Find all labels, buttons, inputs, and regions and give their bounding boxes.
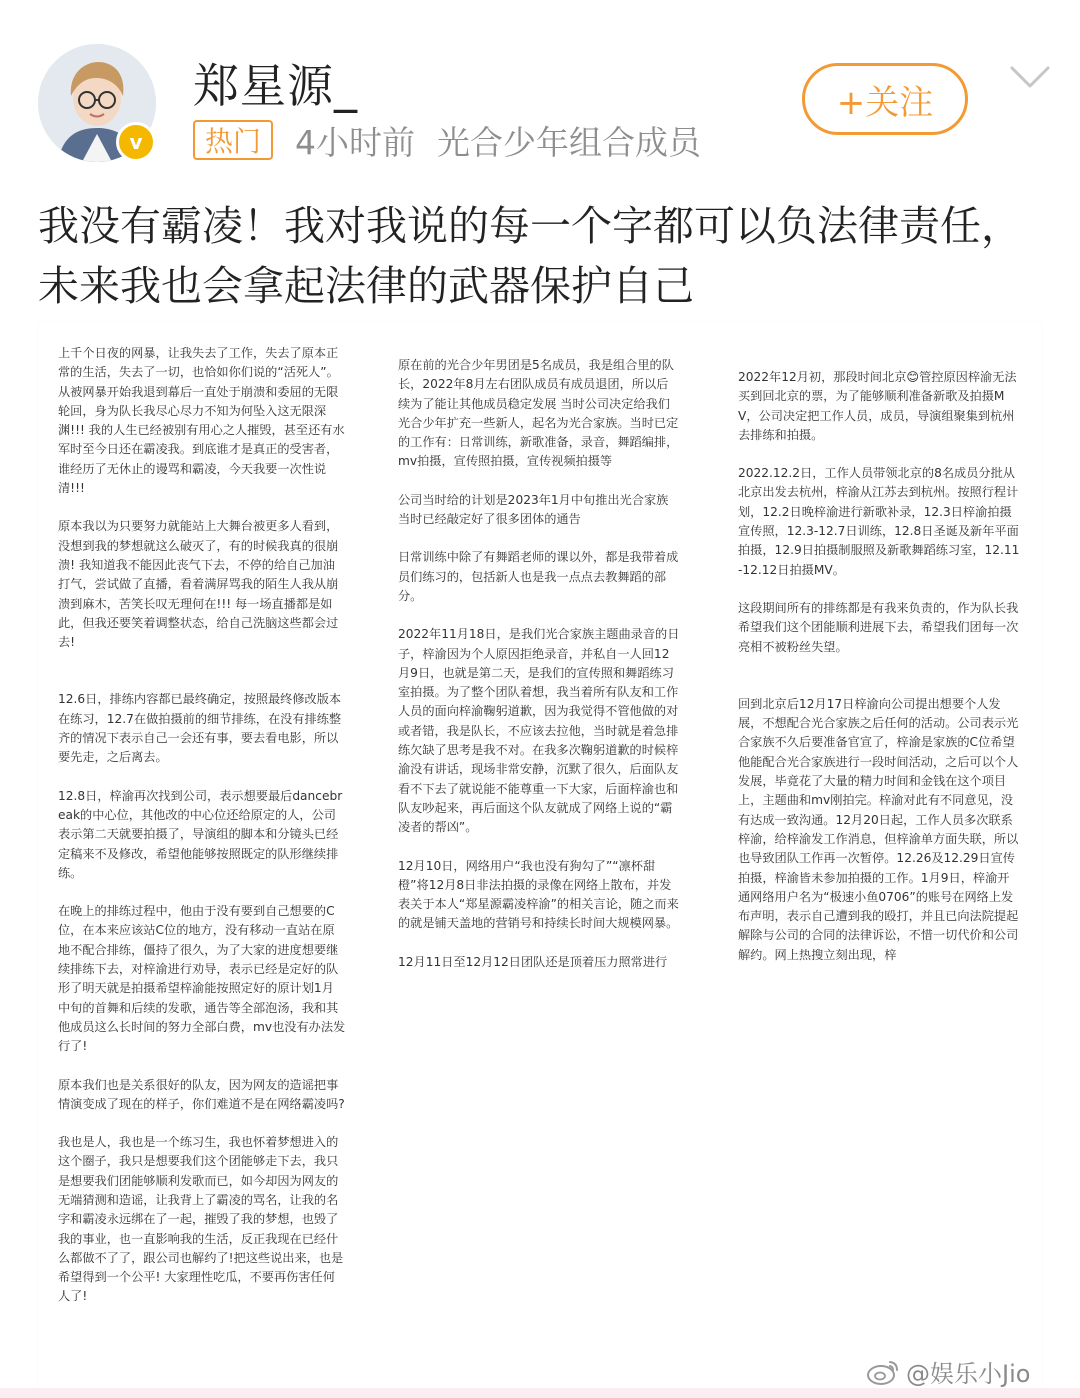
statement-paragraph: 原在前的光合少年男团是5名成员，我是组合里的队长，2022年8月左右团队成员有成员退团，所以后续为了能让其他成员稳定发展 当时公司决定给我们光合少年扩充一些新人，起名为光合家族。当时已定的工作有：日常训练，新歌准备，录音，舞蹈编排，mv拍摄，宣传照拍摄，宣传视频拍摄等 [398,358,679,469]
statement-paragraph: 原本我们也是关系很好的队友，因为网友的造谣把事情演变成了现在的样子，你们难道不是在网络霸凌吗? [58,1077,345,1111]
statement-paragraph: 12.8日，梓渝再次找到公司，表示想要最后dancebreak的中心位，其他改的中心位还给原定的人，公司表示第二天就要拍摄了，导演组的脚本和分镜头已经定稿来不及修改，希望他能够按照既定的队形继续排练。 [58,788,343,880]
post-source: 光合少年组合成员 [437,122,702,162]
follow-button[interactable]: +关注 [802,63,968,135]
verified-badge-icon: v [116,122,156,162]
statement-paragraph: 2022年11月18日，是我们光合家族主题曲录音的日子，梓渝因为个人原因拒绝录音，并私自一人回12月9日，也就是第二天，是我们的宣传照和舞蹈练习室拍摄。为了整个团队着想，我当着所有队友和工作人员的面向梓渝鞠躬道歉，因为我觉得不管他做的对或者错，我是队长，不应该去拉他，当时就是着急排练欠缺了思考是我不对。在我多次鞠躬道歉的时候梓渝没有讲话，现场非常安静，沉默了很久，后面队友看不下去了就说能不能尊重一下大家，后面梓渝也和队友吵起来，再后面这个队友就成了网络上说的“霸凌者的帮凶”。 [398,627,680,835]
statement-paragraph: 这段期间所有的排练都是有我来负责的，作为队长我希望我们这个团能顺利进展下去，希望我们团每一次亮相不被粉丝失望。 [738,600,1019,654]
weibo-logo-icon [866,1358,900,1386]
post-time: 4小时前 [295,122,416,162]
bottom-edge [0,1388,1080,1398]
statement-paragraph: 12月11日至12月12日团队还是顶着压力照常进行 [398,954,668,969]
chevron-down-icon[interactable] [1008,62,1052,92]
hot-badge: 热门 [193,120,273,160]
statement-paragraph: 12.6日，排练内容都已最终确定，按照最终修改版本在练习，12.7在做拍摄前的细节排练，在没有排练整齐的情况下表示自己一会还有事，要去看电影，所以要先走，之后离去。 [58,692,342,765]
statement-paragraph: 12月10日，网络用户“我也没有狗勾了”“凛杯甜橙”将12月8日非法拍摄的录像在网络上散布，并发表关于本人“郑星源霸凌梓渝”的相关言论，随之而来的就是铺天盖地的营销号和持续长时间大规模网暴。 [398,858,679,931]
watermark-text: @娱乐小Jio [906,1360,1031,1388]
statement-paragraph: 日常训练中除了有舞蹈老师的课以外，都是我带着成员们练习的，包括新人也是我一点点去教舞蹈的部分。 [398,550,679,603]
statement-paragraph: 回到北京后12月17日梓渝向公司提出想要个人发展，不想配合光合家族之后任何的活动。公司表示光合家族不久后要准备官宣了，梓渝是家族的C位希望他能配合光合家族进行一段时间活动，之后可以个人发展，毕竟花了大量的精力时间和金钱在这个项目上，主题曲和mv刚拍完。梓渝对此有不同意见，没有达成一致沟通。12月20日起，工作人员多次联系梓渝，给梓渝发工作消息，但梓渝单方面失联，所以也导致团队工作再一次暂停。12.26及12.29日宣传拍摄，梓渝皆未参加拍摄的工作。1月9日，梓渝开通网络用户名为“极速小鱼0706”的账号在网络上发布声明，表示自己遭到我的殴打，并且已向法院提起解除与公司的合同的法律诉讼，不惜一切代价和公司解约。网上热搜立刻出现，梓 [738,696,1019,962]
statement-paragraph: 原本我以为只要努力就能站上大舞台被更多人看到，没想到我的梦想就这么破灭了，有的时候我真的很崩溃! 我知道我不能因此丧气下去，不停的给自己加油打气，尝试做了直播，看着满屏骂我的陌生人我从崩溃到麻木，苦笑长叹无理何在!!! 每一场直播都是如此，但我还要笑着调整状态，给自己洗脑这些都会过去! [58,519,339,650]
statement-paragraph: 公司当时给的计划是2023年1月中旬推出光合家族当时已经敲定好了很多团体的通告 [398,492,669,527]
statement-column-3 [738,368,1020,1008]
statement-paragraph: 在晚上的排练过程中，他由于没有要到自己想要的C位，在本来应该站C位的地方，没有移动一直站在原地不配合排练，僵持了很久，为了大家的进度想要继续排练下去，对梓渝进行劝导，表示已经是定好的队形了明天就是拍摄希望梓渝能按照定好的原计划1月中旬的首舞和后续的发歌，通告等全部泡汤，我和其他成员这么长时间的努力全部白费，mv也没有办法发行了! [58,904,346,1054]
username[interactable]: 郑星源_ [193,59,358,113]
statement-image[interactable] [38,322,1042,1392]
avatar[interactable] [38,44,156,162]
statement-paragraph: 2022年12月初，那段时间北京😊管控原因梓渝无法买到回北京的票，为了能够顺利准备新歌及拍摄MV，公司决定把工作人员，成员，导演组聚集到杭州去排练和拍摄。 [738,370,1017,442]
statement-column-1 [58,344,346,1344]
statement-paragraph: 上千个日夜的网暴，让我失去了工作，失去了原本正常的生活，失去了一切，也恰如你们说的“活死人”。从被网暴开始我退到幕后一直处于崩溃和委屈的无限轮回，身为队长我尽心尽力不知为何坠入这无限深渊!!! 我的人生已经被别有用心之人摧毁，甚至还有水军时至今日还在霸凌我。到底谁才是真正的受害者，谁经历了无休止的谩骂和霸凌，今天我要一次性说清!!! [58,346,345,496]
statement-column-2 [398,356,680,1016]
post-header [0,0,1080,180]
post-title: 我没有霸凌！我对我说的每一个字都可以负法律责任，未来我也会拿起法律的武器保护自己 [38,202,1022,310]
post-meta [193,118,701,162]
watermark [866,1354,1030,1389]
statement-paragraph: 2022.12.2日，工作人员带领北京的8名成员分批从北京出发去杭州，梓渝从江苏去到杭州。按照行程计划，12.2日晚梓渝进行新歌补录，12.3日梓渝拍摄宣传照，12.3-12.7日训练，12.8日圣诞及新年平面拍摄，12.9日拍摄制服照及新歌舞蹈练习室，12.11-12.12日拍摄MV。 [738,466,1020,577]
statement-paragraph: 我也是人，我也是一个练习生，我也怀着梦想进入的这个圈子，我只是想要我们这个团能够走下去，我只是想要我们团能够顺利发歌而已，如今却因为网友的无端猜测和造谣，让我背上了霸凌的骂名，让我的名字和霸凌永远绑在了一起，摧毁了我的梦想，也毁了我的事业，也一直影响我的生活，反正我现在已经什么都做不了了，跟公司也解约了!把这些说出来，也是希望得到一个公平! 大家理性吃瓜，不要再伤害任何人了! [58,1135,344,1304]
